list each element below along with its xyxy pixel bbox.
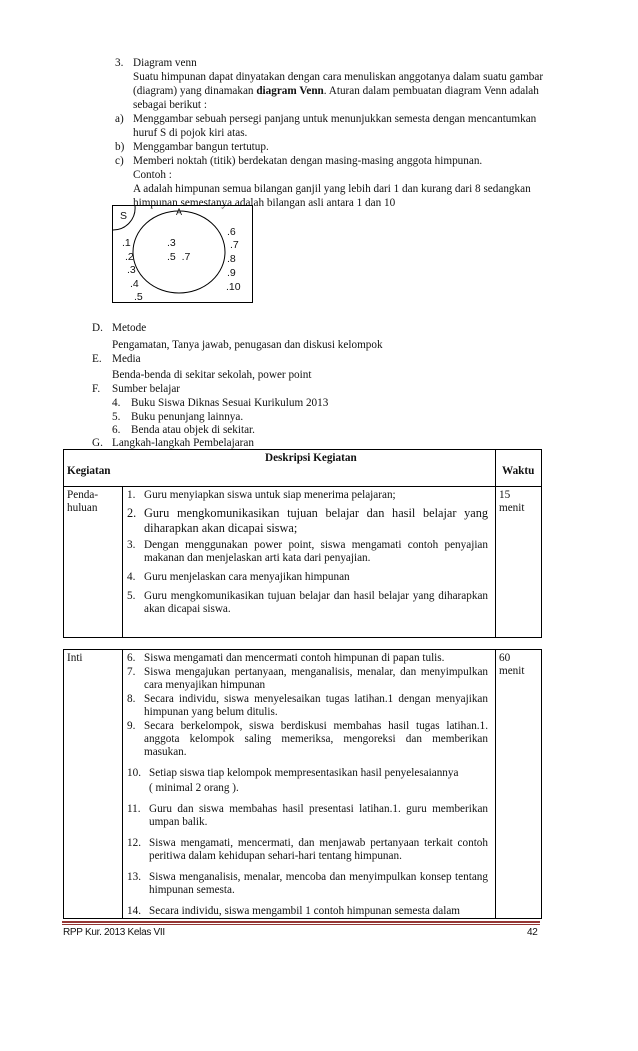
- step-text: Secara berkelompok, siswa berdiskusi membahas hasil tugas latihan.1. anggota kelompok saling memeriksa, mengoreksi dan memberikan masukan.: [144, 720, 488, 758]
- step-number: 14.: [127, 905, 141, 917]
- step-text: Guru dan siswa membahas hasil presentasi latihan.1. guru memberikan umpan balik.: [149, 803, 488, 828]
- kegiatan-label: huluan: [67, 502, 98, 514]
- step-text: Menggambar bangun tertutup.: [133, 141, 269, 153]
- step-text: Guru menjelaskan cara menyajikan himpunan: [144, 571, 350, 583]
- venn-point: .3: [127, 264, 136, 276]
- step-text: Siswa mengamati, mencermati, dan menjawab pertanyaan terkait contoh peritiwa dalam kehidupan sehari-hari tentang himpunan.: [149, 837, 488, 862]
- header-waktu: Waktu: [502, 465, 535, 477]
- step-text: Siswa mengamati dan mencermati contoh himpunan di papan tulis.: [144, 652, 445, 664]
- deskripsi-cell: [123, 650, 496, 919]
- kegiatan-label: Penda-: [67, 489, 99, 501]
- step-marker: a): [115, 113, 124, 125]
- venn-paragraph-text: (diagram) yang dinamakan: [133, 85, 257, 97]
- step-number: 7.: [127, 666, 136, 678]
- table-header-row: [64, 450, 542, 487]
- page-number: 42: [527, 927, 538, 938]
- heading-diagram-venn: Diagram venn: [133, 57, 197, 69]
- list-item-text: Buku penunjang lainnya.: [131, 411, 244, 423]
- deskripsi-cell: [123, 487, 496, 638]
- contoh-text: A adalah himpunan semua bilangan ganjil yang lebih dari 1 dan kurang dari 8 sedangkan: [133, 183, 531, 195]
- list-item-continuation: [127, 782, 488, 795]
- header-deskripsi: Deskripsi Kegiatan: [265, 452, 357, 464]
- list-item-number: 5.: [112, 411, 121, 423]
- venn-point: .6: [227, 226, 236, 238]
- heading-number: 3.: [115, 57, 124, 69]
- list-item: [127, 539, 488, 565]
- venn-point: .2: [125, 251, 134, 263]
- waktu-cell: [496, 487, 542, 638]
- list-item: [127, 767, 488, 780]
- section-e-title: Media: [112, 353, 141, 365]
- step-text: Secara individu, siswa menyelesaikan tugas latihan.1 dengan menyajikan himpunan yang belum ditulis.: [144, 693, 488, 718]
- list-item-text: Buku Siswa Diknas Sesuai Kurikulum 2013: [131, 397, 329, 409]
- step-text: Setiap siswa tiap kelompok mempresentasikan hasil penyelesaiannya: [149, 767, 459, 779]
- header-kegiatan: Kegiatan: [67, 465, 111, 477]
- venn-point: .9: [227, 267, 236, 279]
- list-item: [127, 720, 488, 759]
- step-text: Memberi noktah (titik) berdekatan dengan masing-masing anggota himpunan.: [133, 155, 483, 167]
- step-number: 4.: [127, 571, 136, 583]
- venn-paragraph-text: . Aturan dalam pembuatan diagram Venn adalah: [323, 85, 539, 97]
- venn-point: .7: [230, 239, 239, 251]
- table-header-left: [64, 450, 496, 487]
- list-item: [127, 489, 488, 502]
- list-item: [127, 693, 488, 719]
- step-number: 9.: [127, 720, 136, 732]
- activity-table-inti: [63, 649, 542, 919]
- list-item: [127, 871, 488, 897]
- step-number: 12.: [127, 837, 141, 849]
- list-item-number: 4.: [112, 397, 121, 409]
- venn-diagram: [112, 205, 253, 303]
- step-text: Guru mengkomunikasikan tujuan belajar dan hasil belajar yang diharapkan akan dicapai siswa;: [144, 506, 488, 535]
- kegiatan-label: Inti: [67, 652, 83, 664]
- list-item: [127, 571, 488, 584]
- waktu-value: 60: [499, 652, 511, 664]
- step-number: 6.: [127, 652, 136, 664]
- venn-point: .3: [167, 237, 176, 249]
- step-number: 13.: [127, 871, 141, 883]
- waktu-unit: menit: [499, 665, 525, 677]
- contoh-label: Contoh :: [133, 169, 172, 181]
- venn-paragraph-bold: diagram Venn: [256, 85, 324, 97]
- step-text: Dengan menggunakan power point, siswa mengamati contoh penyajian makanan dan menjelaskan arti kata dari penyajian.: [144, 539, 488, 564]
- list-item: [127, 666, 488, 692]
- list-item: [127, 652, 488, 665]
- venn-paragraph-line: Suatu himpunan dapat dinyatakan dengan cara menuliskan anggotanya dalam suatu gambar: [133, 71, 544, 83]
- list-item-number: 6.: [112, 424, 121, 436]
- step-number: 10.: [127, 767, 141, 779]
- step-number: 11.: [127, 803, 141, 815]
- contoh-text: himpunan semestanya adalah bilangan asli antara 1 dan 10: [133, 197, 396, 209]
- step-text: huruf S di pojok kiri atas.: [133, 127, 248, 139]
- venn-paragraph-line: sebagai berikut :: [133, 99, 207, 111]
- venn-point: .4: [130, 278, 139, 290]
- universe-label: S: [120, 210, 128, 222]
- step-text: Siswa menganalisis, menalar, mencoba dan menyimpulkan konsep tentang himpunan semesta.: [149, 871, 488, 896]
- step-number: 2.: [127, 506, 137, 520]
- section-e-text: Benda-benda di sekitar sekolah, power point: [112, 369, 312, 381]
- section-d-title: Metode: [112, 322, 147, 334]
- step-marker: c): [115, 155, 124, 167]
- step-text: Secara individu, siswa mengambil 1 contoh himpunan semesta dalam: [149, 905, 461, 917]
- section-f-title: Sumber belajar: [112, 383, 181, 395]
- step-marker: b): [115, 141, 125, 153]
- activity-table-intro: [63, 449, 542, 638]
- step-number: 8.: [127, 693, 136, 705]
- list-item: [127, 837, 488, 863]
- venn-point: .8: [227, 253, 236, 265]
- venn-point: .10: [226, 281, 241, 293]
- venn-point: .1: [122, 237, 131, 249]
- section-g-title: Langkah-langkah Pembelajaran: [112, 437, 254, 449]
- step-text: Siswa mengajukan pertanyaan, menganalisis, menalar, dan menyimpulkan cara menyajikan himpunan: [144, 666, 488, 691]
- table-header-right: [496, 450, 542, 487]
- step-text: Guru menyiapkan siswa untuk siap menerima pelajaran;: [144, 489, 396, 501]
- table-row: [64, 650, 542, 919]
- footer-title: RPP Kur. 2013 Kelas VII: [63, 927, 165, 938]
- section-g-marker: G.: [92, 437, 103, 449]
- section-e-marker: E.: [92, 353, 102, 365]
- kegiatan-cell: [64, 487, 123, 638]
- waktu-unit: menit: [499, 502, 525, 514]
- kegiatan-cell: [64, 650, 123, 919]
- list-item: [127, 590, 488, 616]
- step-number: 5.: [127, 590, 136, 602]
- step-text: ( minimal 2 orang ).: [149, 782, 239, 794]
- venn-paragraph-line: [133, 85, 539, 99]
- list-item: [127, 506, 488, 535]
- waktu-cell: [496, 650, 542, 919]
- section-d-text: Pengamatan, Tanya jawab, penugasan dan diskusi kelompok: [112, 339, 383, 351]
- set-label: A: [176, 207, 183, 217]
- step-number: 3.: [127, 539, 136, 551]
- section-f-marker: F.: [92, 383, 101, 395]
- venn-point: .5 .7: [167, 251, 191, 263]
- section-d-marker: D.: [92, 322, 103, 334]
- waktu-value: 15: [499, 489, 511, 501]
- footer-rule: [62, 921, 540, 923]
- list-item: [127, 803, 488, 829]
- venn-point: .5: [134, 291, 143, 303]
- table-row: [64, 487, 542, 638]
- step-text: Menggambar sebuah persegi panjang untuk menunjukkan semesta dengan mencantumkan: [133, 113, 537, 125]
- step-number: 1.: [127, 489, 136, 501]
- list-item-text: Benda atau objek di sekitar.: [131, 424, 255, 436]
- footer-rule-thin: [62, 924, 540, 925]
- step-text: Guru mengkomunikasikan tujuan belajar dan hasil belajar yang diharapkan akan dicapai siswa.: [144, 590, 488, 615]
- list-item: [127, 905, 488, 918]
